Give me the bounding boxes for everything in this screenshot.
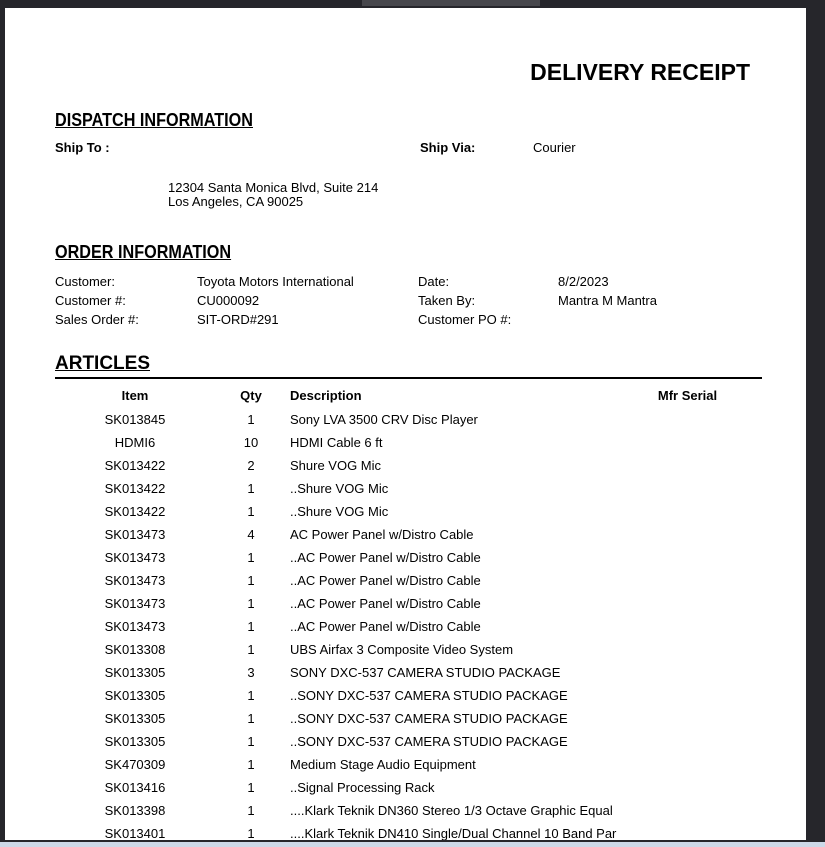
qty-cell: 1 (247, 734, 255, 749)
order-field-value: 8/2/2023 (558, 274, 609, 289)
order-field-label: Customer PO #: (418, 312, 512, 327)
qty-cell: 1 (247, 757, 255, 772)
order-field-label: Taken By: (418, 293, 476, 308)
ship-to-label: Ship To : (55, 140, 110, 155)
table-row (5, 573, 806, 589)
description-cell: ..Shure VOG Mic (290, 481, 389, 496)
description-cell: ....Klark Teknik DN360 Stereo 1/3 Octave Graphic Equal (290, 803, 613, 818)
qty-cell: 10 (243, 435, 259, 450)
ship-via-label: Ship Via: (420, 140, 476, 155)
column-header-qty: Qty (240, 388, 262, 403)
item-cell: SK013422 (104, 504, 166, 519)
description-cell: ....Klark Teknik DN410 Single/Dual Channel 10 Band Par (290, 826, 617, 840)
page-title: DELIVERY RECEIPT (530, 59, 750, 85)
item-cell: SK013398 (104, 803, 166, 818)
description-cell: ..SONY DXC-537 CAMERA STUDIO PACKAGE (290, 734, 568, 749)
order-field-label: Sales Order #: (55, 312, 139, 327)
item-cell: SK013308 (104, 642, 166, 657)
table-header (5, 388, 806, 404)
qty-cell: 1 (247, 803, 255, 818)
qty-cell: 1 (247, 780, 255, 795)
item-cell: SK013473 (104, 619, 166, 634)
item-cell: SK013845 (104, 412, 166, 427)
item-cell: SK013305 (104, 734, 166, 749)
description-cell: ..AC Power Panel w/Distro Cable (290, 596, 481, 611)
qty-cell: 1 (247, 688, 255, 703)
articles-section-heading: ARTICLES (55, 353, 150, 374)
order-field-row (5, 274, 806, 290)
order-field-value: SIT-ORD#291 (197, 312, 279, 327)
qty-cell: 4 (247, 527, 255, 542)
description-cell: ..Signal Processing Rack (290, 780, 435, 795)
column-header-item: Item (121, 388, 149, 403)
qty-cell: 1 (247, 550, 255, 565)
table-row (5, 711, 806, 727)
qty-cell: 2 (247, 458, 255, 473)
description-cell: ..AC Power Panel w/Distro Cable (290, 619, 481, 634)
table-row (5, 504, 806, 520)
item-cell: SK013473 (104, 550, 166, 565)
ship-to-address-line2: Los Angeles, CA 90025 (168, 194, 304, 209)
description-cell: ..Shure VOG Mic (290, 504, 389, 519)
ship-to-address-line1: 12304 Santa Monica Blvd, Suite 214 (168, 180, 379, 195)
item-cell: SK013473 (104, 527, 166, 542)
qty-cell: 1 (247, 504, 255, 519)
description-cell: ..SONY DXC-537 CAMERA STUDIO PACKAGE (290, 711, 568, 726)
table-row (5, 665, 806, 681)
item-cell: HDMI6 (114, 435, 156, 450)
dispatch-section-heading: DISPATCH INFORMATION (55, 110, 253, 130)
qty-cell: 1 (247, 711, 255, 726)
qty-cell: 1 (247, 412, 255, 427)
table-row (5, 596, 806, 612)
item-cell: SK470309 (104, 757, 166, 772)
description-cell: Shure VOG Mic (290, 458, 382, 473)
table-row (5, 412, 806, 428)
ship-via-value: Courier (533, 140, 576, 155)
description-cell: SONY DXC-537 CAMERA STUDIO PACKAGE (290, 665, 561, 680)
table-row (5, 435, 806, 451)
qty-cell: 3 (247, 665, 255, 680)
order-field-value: CU000092 (197, 293, 260, 308)
item-cell: SK013422 (104, 481, 166, 496)
order-field-row (5, 312, 806, 328)
description-cell: ..SONY DXC-537 CAMERA STUDIO PACKAGE (290, 688, 568, 703)
articles-divider (55, 377, 762, 379)
item-cell: SK013305 (104, 711, 166, 726)
item-cell: SK013416 (104, 780, 166, 795)
description-cell: UBS Airfax 3 Composite Video System (290, 642, 514, 657)
description-cell: ..AC Power Panel w/Distro Cable (290, 550, 481, 565)
item-cell: SK013473 (104, 573, 166, 588)
qty-cell: 1 (247, 642, 255, 657)
qty-cell: 1 (247, 573, 255, 588)
table-row (5, 619, 806, 635)
column-header-mfr-serial: Mfr Serial (657, 388, 718, 403)
order-field-label: Date: (418, 274, 450, 289)
description-cell: Sony LVA 3500 CRV Disc Player (290, 412, 478, 427)
delivery-receipt-document (5, 8, 806, 840)
description-cell: ..AC Power Panel w/Distro Cable (290, 573, 481, 588)
item-cell: SK013473 (104, 596, 166, 611)
table-row (5, 734, 806, 750)
order-section-heading: ORDER INFORMATION (55, 242, 232, 262)
description-cell: Medium Stage Audio Equipment (290, 757, 476, 772)
table-row (5, 803, 806, 819)
table-row (5, 757, 806, 773)
table-row (5, 481, 806, 497)
table-row (5, 458, 806, 474)
qty-cell: 1 (247, 596, 255, 611)
item-cell: SK013401 (104, 826, 166, 840)
qty-cell: 1 (247, 619, 255, 634)
table-row (5, 642, 806, 658)
order-field-row (5, 293, 806, 309)
table-row (5, 527, 806, 543)
column-header-description: Description (290, 388, 362, 403)
order-field-label: Customer #: (55, 293, 126, 308)
table-row (5, 550, 806, 566)
order-field-value: Mantra M Mantra (558, 293, 657, 308)
qty-cell: 1 (247, 481, 255, 496)
table-row (5, 688, 806, 704)
description-cell: AC Power Panel w/Distro Cable (290, 527, 474, 542)
horizontal-scrollbar-thumb[interactable] (362, 0, 540, 6)
order-field-value: Toyota Motors International (197, 274, 354, 289)
table-row (5, 826, 806, 840)
order-field-label: Customer: (55, 274, 115, 289)
description-cell: HDMI Cable 6 ft (290, 435, 383, 450)
item-cell: SK013422 (104, 458, 166, 473)
bottom-strip (0, 842, 825, 847)
qty-cell: 1 (247, 826, 255, 840)
table-row (5, 780, 806, 796)
item-cell: SK013305 (104, 665, 166, 680)
item-cell: SK013305 (104, 688, 166, 703)
